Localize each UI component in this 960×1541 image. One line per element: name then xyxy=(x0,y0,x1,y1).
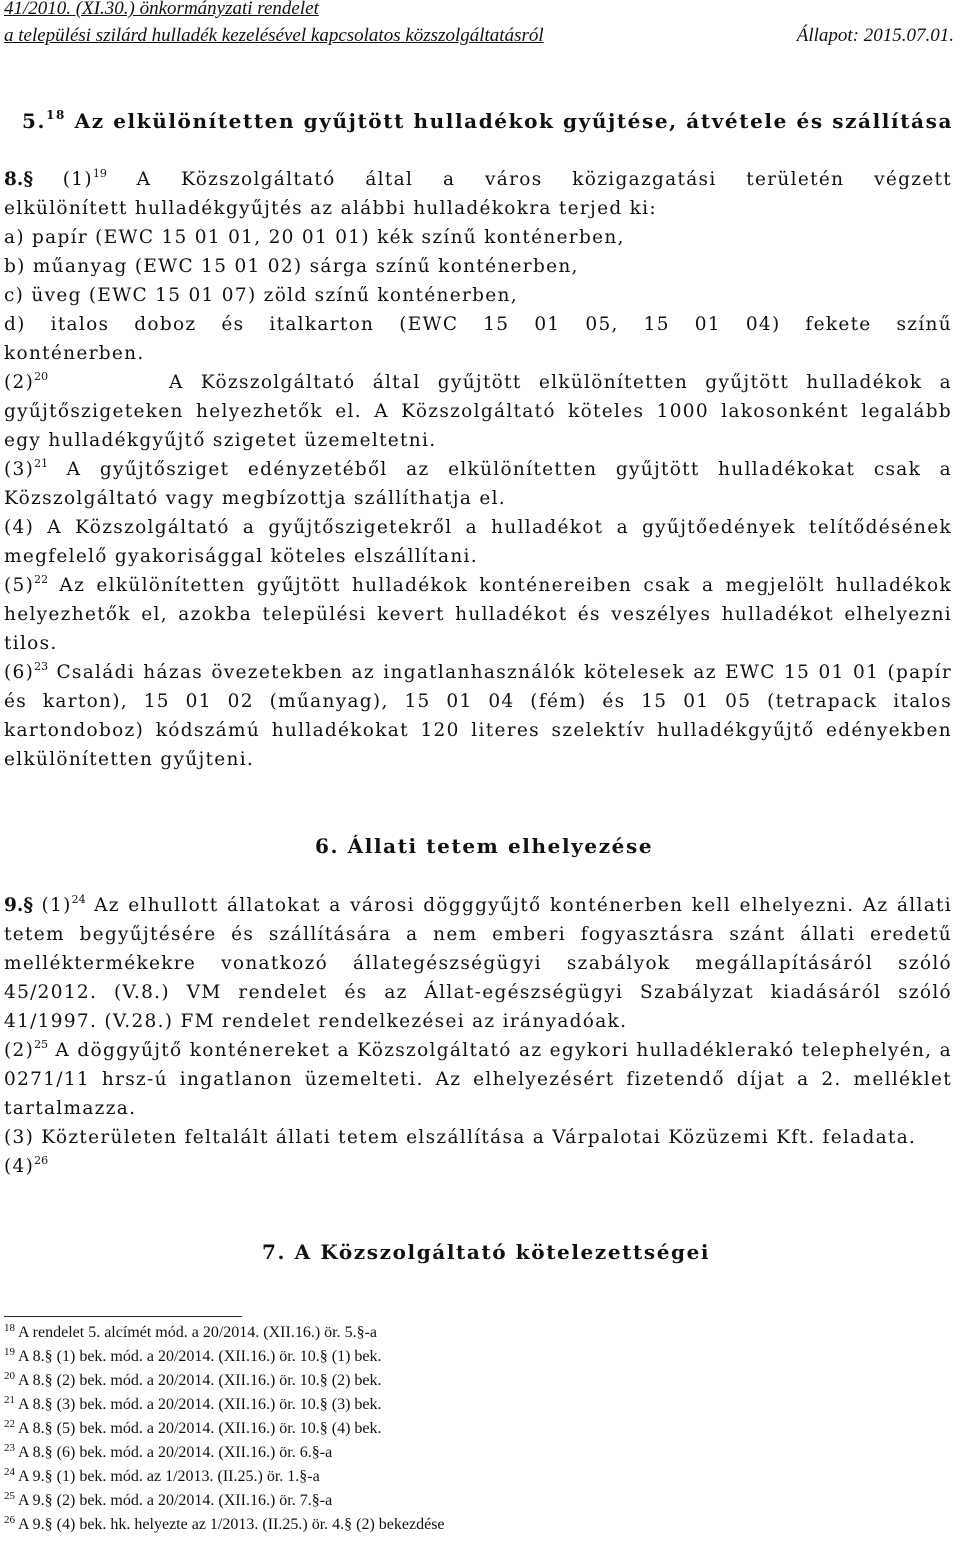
footnote-text: A 9.§ (1) bek. mód. az 1/2013. (II.25.) ör. 1.§-a xyxy=(18,1468,320,1485)
subsection-number: (4) xyxy=(4,1156,35,1177)
footnote-text: A 9.§ (4) bek. hk. helyezte az 1/2013. (II.25.) ör. 4.§ (2) bekezdése xyxy=(18,1516,445,1533)
footnote-text: A rendelet 5. alcímét mód. a 20/2014. (XII.16.) ör. 5.§-a xyxy=(18,1324,378,1341)
footnote-number: 18 xyxy=(4,1322,15,1334)
footnote-number: 24 xyxy=(4,1466,15,1478)
document-title: 41/2010. (XI.30.) önkormányzati rendelet xyxy=(4,0,319,19)
subsection-1 xyxy=(4,891,952,1036)
subsection-number: (5) xyxy=(4,575,35,596)
subsection-text: A döggyűjtő konténereket a Közszolgáltató az egykori hulladéklerakó telephelyén, a 0271/11 hrsz-ú ingatlanon üzemelteti. Az elhelyezésért fizetendő díjat a 2. melléklet tartalmazza. xyxy=(4,1040,952,1119)
list-item-c: c) üveg (EWC 15 01 07) zöld színű konténerben, xyxy=(4,285,518,306)
subsection-number: (6) xyxy=(4,662,35,683)
footnote-text: A 8.§ (6) bek. mód. a 20/2014. (XII.16.) ör. 6.§-a xyxy=(18,1444,333,1461)
section-title: Az elkülönítetten gyűjtött hulladékok gyűjtése, átvétele és szállítása xyxy=(74,109,954,133)
footnote-number: 26 xyxy=(4,1514,15,1526)
footnote-number: 23 xyxy=(4,1442,15,1454)
subsection-2 xyxy=(4,1036,952,1123)
subsection-text: Családi házas övezetekben az ingatlanhasználók kötelesek az EWC 15 01 01 (papír és karton), 15 01 02 (műanyag), 15 01 04 (fém) és 15 01 05 (tetrapack italos kartondoboz) kódszámú hulladékokat 120 literes szelektív hulladékgyűjtő edényekben elkülönítetten gyűjteni. xyxy=(4,662,953,770)
document-subtitle: a települési szilárd hulladék kezelésével kapcsolatos közszolgáltatásról xyxy=(4,25,544,46)
subsection-5 xyxy=(4,571,952,658)
footnote-text: A 8.§ (1) bek. mód. a 20/2014. (XII.16.) ör. 10.§ (1) bek. xyxy=(18,1348,382,1365)
footnote xyxy=(4,1492,332,1510)
footnote-ref: 23 xyxy=(34,660,49,673)
footnote-number: 25 xyxy=(4,1490,15,1502)
footnote-ref: 20 xyxy=(34,370,49,383)
paragraph-number: 9.§ xyxy=(4,895,33,916)
subsection-text: A gyűjtősziget edényzetéből az elkülönítetten gyűjtött hulladékokat csak a Közszolgáltató vagy megbízottja szállíthatja el. xyxy=(4,459,952,509)
footnote xyxy=(4,1444,332,1462)
subsection-text: Az elhullott állatokat a városi dögggyűjtő konténerben kell elhelyezni. Az állati tetem begyűjtésére és szállítására a nem emberi fogyasztásra szánt állati eredetű melléktermékekre vonatkozó állategészségügyi szabályok megállapításáról szóló 45/2012. (V.8.) VM rendelet és az Állat-egészségügyi Szabályzat kiadásáról szóló 41/1997. (V.28.) FM rendelet rendelkezései az irányadóak. xyxy=(4,895,952,1032)
footnote xyxy=(4,1372,382,1390)
subsection-3 xyxy=(4,455,952,513)
document-subtitle-line xyxy=(4,25,954,47)
footnote xyxy=(4,1468,320,1486)
footnote-ref: 19 xyxy=(92,167,107,180)
footnote-text: A 8.§ (2) bek. mód. a 20/2014. (XII.16.) ör. 10.§ (2) bek. xyxy=(18,1372,382,1389)
footnote-ref: 26 xyxy=(34,1154,49,1167)
list-item-a: a) papír (EWC 15 01 01, 20 01 01) kék színű konténerben, xyxy=(4,227,625,248)
paragraph-9 xyxy=(4,891,952,1181)
subsection-number: (3) xyxy=(4,459,35,480)
footnote-ref: 22 xyxy=(34,573,49,586)
footnote-text: A 8.§ (3) bek. mód. a 20/2014. (XII.16.) ör. 10.§ (3) bek. xyxy=(18,1396,382,1413)
footnote-number: 21 xyxy=(4,1394,15,1406)
footnote-number: 22 xyxy=(4,1418,15,1430)
paragraph-number: 8.§ xyxy=(4,169,33,190)
footnote-ref: 25 xyxy=(34,1038,49,1051)
text-line: elkülönített hulladékgyűjtés az alábbi hulladékokra terjed ki: xyxy=(4,198,657,219)
footnote-ref: 18 xyxy=(46,108,66,122)
subsection-text: Az elkülönítetten gyűjtött hulladékok konténereiben csak a megjelölt hulladékok helyezhetők el, azokba települési kevert hulladékot és veszélyes hulladékot elhelyezni tilos. xyxy=(4,575,953,654)
section-heading-6: 6. Állati tetem elhelyezése xyxy=(315,834,654,858)
list-item-d: d) italos doboz és italkarton (EWC 15 01 05, 15 01 04) fekete színű xyxy=(4,314,952,335)
section-heading-5 xyxy=(22,108,953,133)
footnote xyxy=(4,1420,382,1438)
subsection-number: (2) xyxy=(4,1040,35,1061)
subsection-4 xyxy=(4,1152,952,1181)
footnote xyxy=(4,1348,382,1366)
paragraph-8 xyxy=(4,165,952,774)
footnote-separator xyxy=(4,1316,242,1317)
footnote xyxy=(4,1516,445,1534)
subsection-6 xyxy=(4,658,952,774)
section-heading-7: 7. A Közszolgáltató kötelezettségei xyxy=(262,1240,711,1264)
footnote xyxy=(4,1324,377,1342)
footnote-text: A 9.§ (2) bek. mód. a 20/2014. (XII.16.) ör. 7.§-a xyxy=(18,1492,333,1509)
footnote-number: 19 xyxy=(4,1346,15,1358)
subsection-3: (3) Közterületen feltalált állati tetem elszállítása a Várpalotai Közüzemi Kft. feladata. xyxy=(4,1127,917,1148)
subsection-text: A Közszolgáltató által gyűjtött elkülönítetten gyűjtött hulladékok a gyűjtőszigeteken helyezhetők el. A Közszolgáltató köteles 1000 lakosonként legalább egy hulladékgyűjtő szigetet üzemeltetni. xyxy=(4,372,952,451)
text-line: konténerben. xyxy=(4,343,145,364)
document-status: Állapot: 2015.07.01. xyxy=(796,25,954,46)
text-line: A Közszolgáltató által a város közigazgatási területén végzett xyxy=(136,169,952,190)
footnote-number: 20 xyxy=(4,1370,15,1382)
subsection-number: (1) xyxy=(41,895,72,916)
subsection-4: (4) A Közszolgáltató a gyűjtőszigetekről a hulladékot a gyűjtőedények telítődésének megfelelő gyakorisággal köteles elszállítani. xyxy=(4,517,952,567)
section-number: 5. xyxy=(22,109,47,133)
footnote xyxy=(4,1396,382,1414)
subsection-number: (1) xyxy=(62,169,93,190)
subsection-2 xyxy=(4,368,952,455)
list-item-b: b) műanyag (EWC 15 01 02) sárga színű konténerben, xyxy=(4,256,579,277)
footnote-ref: 21 xyxy=(34,457,49,470)
subsection-number: (2) xyxy=(4,372,35,393)
footnote-text: A 8.§ (5) bek. mód. a 20/2014. (XII.16.) ör. 10.§ (4) bek. xyxy=(18,1420,382,1437)
footnote-ref: 24 xyxy=(71,893,86,906)
paragraph-8-line-1 xyxy=(4,165,952,194)
